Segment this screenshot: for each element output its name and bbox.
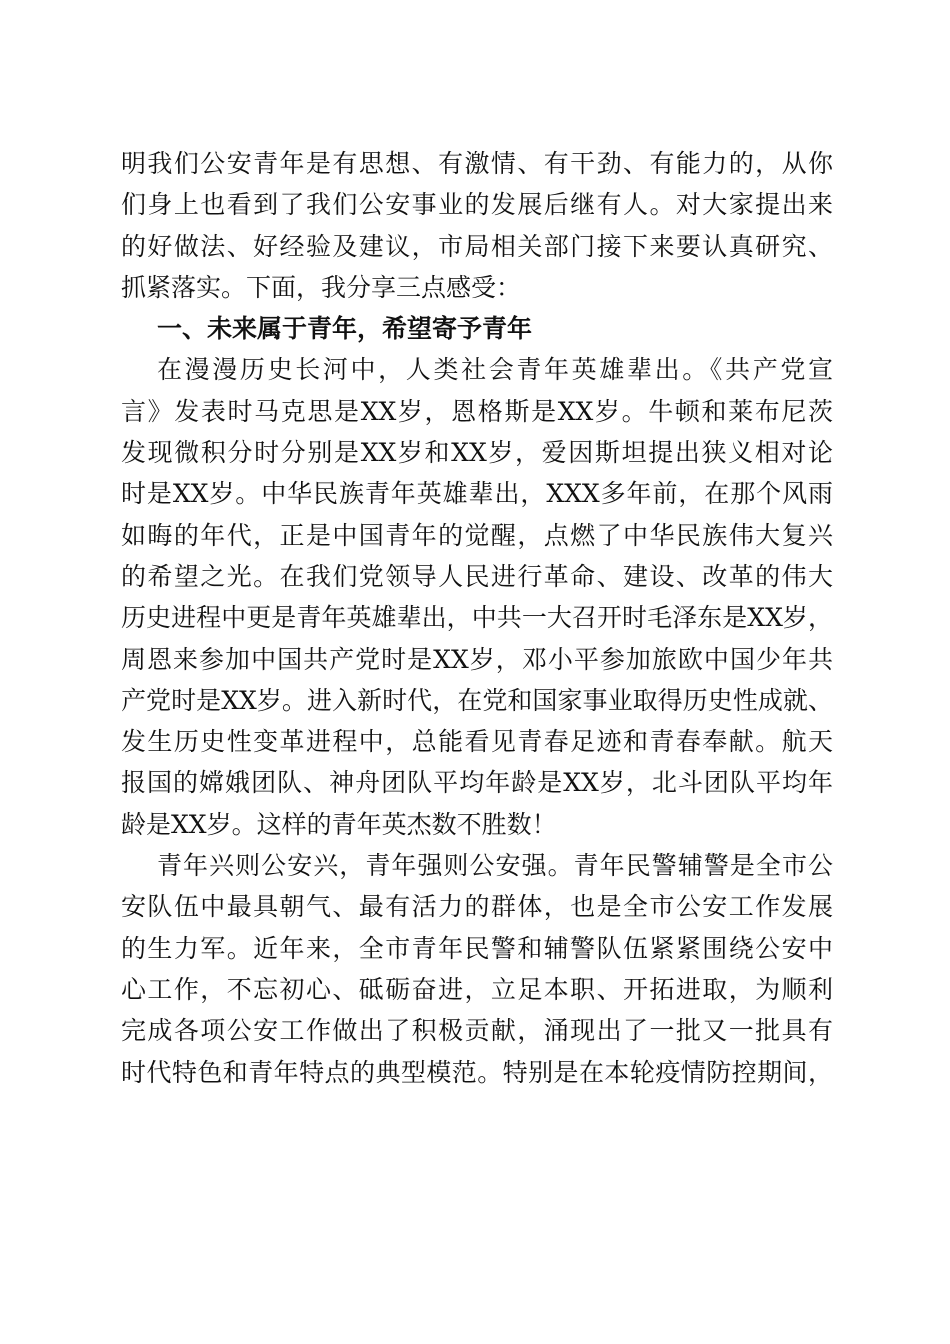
text-line: 明我们公安青年是有思想、有激情、有干劲、有能力的，从你 bbox=[121, 149, 833, 178]
paragraph-2 bbox=[121, 349, 833, 845]
text-line: 发生历史性变革进程中，总能看见青春足迹和青春奉献。航天 bbox=[121, 727, 833, 757]
paragraph-3 bbox=[121, 845, 833, 1093]
text-line: 周恩来参加中国共产党时是XX岁，邓小平参加旅欧中国少年共 bbox=[121, 644, 833, 674]
section-heading: 一、未来属于青年，希望寄予青年 bbox=[157, 314, 533, 344]
paragraph-1 bbox=[121, 143, 833, 308]
text-line: 们身上也看到了我们公安事业的发展后继有人。对大家提出来 bbox=[121, 190, 833, 220]
text-line: 产党时是XX岁。进入新时代，在党和国家事业取得历史性成就、 bbox=[121, 685, 833, 715]
text-line: 抓紧落实。下面，我分享三点感受： bbox=[121, 272, 522, 302]
text-line: 言》发表时马克思是XX岁，恩格斯是XX岁。牛顿和莱布尼茨 bbox=[121, 396, 833, 426]
text-line: 历史进程中更是青年英雄辈出，中共一大召开时毛泽东是XX岁， bbox=[121, 603, 833, 633]
text-line: 报国的嫦娥团队、神舟团队平均年龄是XX岁，北斗团队平均年 bbox=[121, 768, 833, 798]
text-line: 在漫漫历史长河中，人类社会青年英雄辈出。《共产党宣 bbox=[157, 355, 833, 385]
text-line: 时是XX岁。中华民族青年英雄辈出，XXX多年前，在那个风雨 bbox=[121, 479, 833, 509]
document-body bbox=[121, 143, 833, 1093]
text-line: 的生力军。近年来，全市青年民警和辅警队伍紧紧围绕公安中 bbox=[121, 933, 833, 963]
text-line: 时代特色和青年特点的典型模范。特别是在本轮疫情防控期间， bbox=[121, 1057, 833, 1087]
text-line: 如晦的年代，正是中国青年的觉醒，点燃了中华民族伟大复兴 bbox=[121, 520, 833, 550]
text-line: 青年兴则公安兴，青年强则公安强。青年民警辅警是全市公 bbox=[157, 851, 833, 881]
text-line: 完成各项公安工作做出了积极贡献，涌现出了一批又一批具有 bbox=[121, 1016, 833, 1046]
text-line: 安队伍中最具朝气、最有活力的群体，也是全市公安工作发展 bbox=[121, 892, 833, 922]
text-line: 的希望之光。在我们党领导人民进行革命、建设、改革的伟大 bbox=[121, 561, 833, 591]
text-line: 发现微积分时分别是XX岁和XX岁，爱因斯坦提出狭义相对论 bbox=[121, 438, 833, 468]
text-line: 心工作，不忘初心、砥砺奋进，立足本职、开拓进取，为顺利 bbox=[121, 974, 833, 1004]
text-line: 的好做法、好经验及建议，市局相关部门接下来要认真研究、 bbox=[121, 231, 833, 261]
text-line: 龄是XX岁。这样的青年英杰数不胜数！ bbox=[121, 809, 557, 839]
